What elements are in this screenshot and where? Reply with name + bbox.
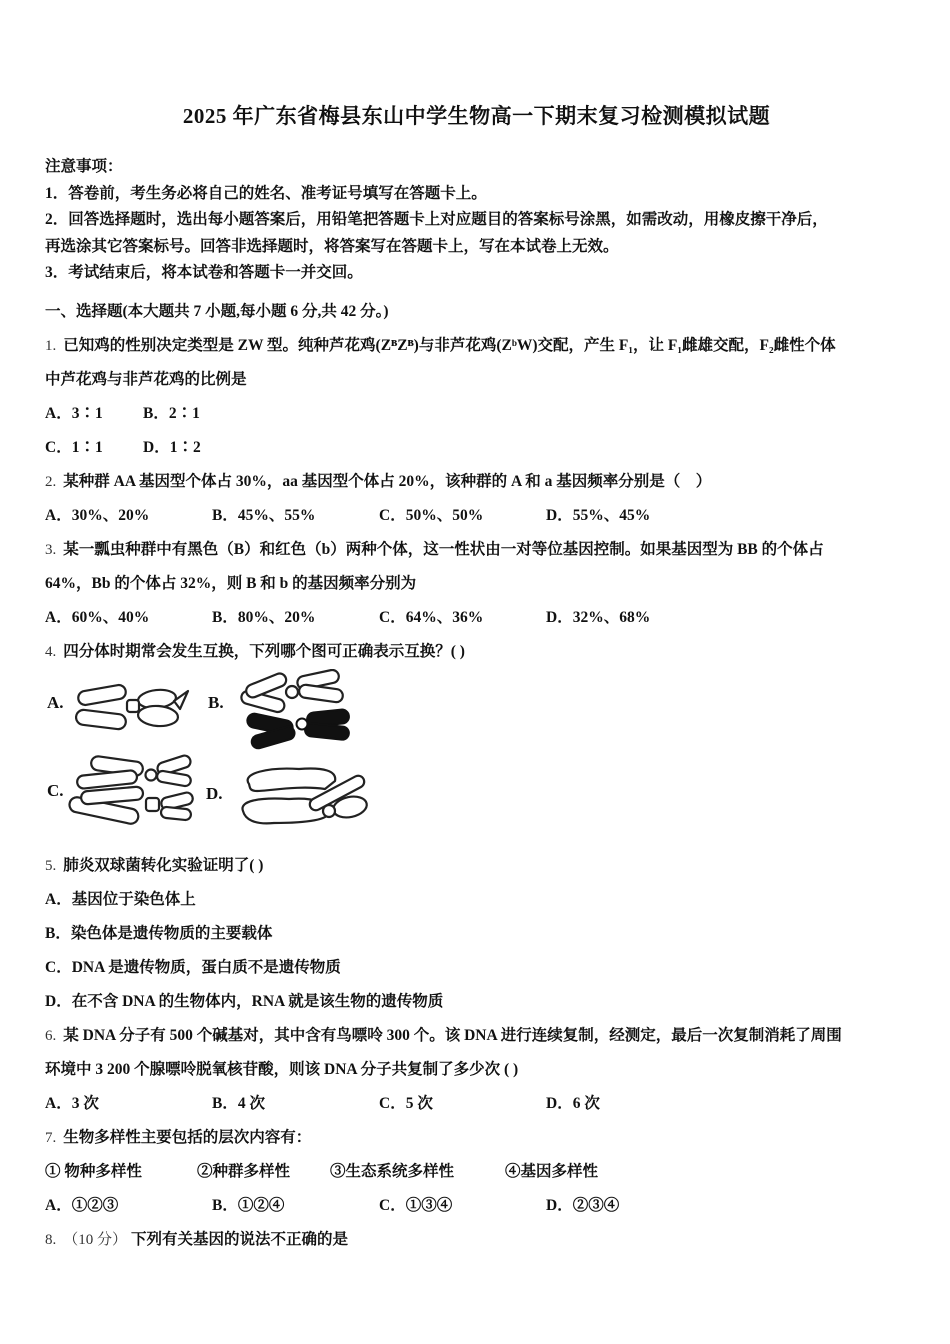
question-7-options xyxy=(45,1189,908,1223)
question-5-option-a: A．基因位于染色体上 xyxy=(45,890,196,908)
sub-item-2: ②种群多样性 xyxy=(197,1162,291,1180)
question-1-options-row-1 xyxy=(45,397,908,431)
chromosome-figure-b xyxy=(231,669,351,754)
sub-item-1: ① 物种多样性 xyxy=(45,1162,142,1180)
notice-item-2-line-1: 2．回答选择题时，选出每小题答案后，用铅笔把答题卡上对应题目的答案标号涂黑，如需改动，用橡皮擦干净后， xyxy=(45,211,828,228)
option-d: D．②③④ xyxy=(546,1196,620,1214)
question-3-number: 3. xyxy=(45,541,57,558)
sub-item-3: ③生态系统多样性 xyxy=(330,1162,455,1180)
question-1-number: 1. xyxy=(45,337,57,354)
option-c: C．50%、50% xyxy=(379,506,484,524)
question-5-number: 5. xyxy=(45,857,57,874)
question-8-stem xyxy=(45,1223,908,1257)
question-8-stem-text: 下列有关基因的说法不正确的是 xyxy=(131,1230,349,1248)
question-5-option-d: D．在不含 DNA 的生物体内，RNA 就是该生物的遗传物质 xyxy=(45,992,444,1010)
question-8-score: （10 分） xyxy=(63,1231,128,1248)
option-a: A．60%、40% xyxy=(45,608,150,626)
question-3-stem-text: 某一瓢虫种群中有黑色（B）和红色（b）两种个体，这一性状由一对等位基因控制。如果基因型为 BB 的个体占 xyxy=(63,540,824,558)
question-8-number: 8. xyxy=(45,1231,57,1248)
option-c: C．64%、36% xyxy=(379,608,484,626)
question-1-options-row-2 xyxy=(45,431,908,465)
notice-heading: 注意事项： xyxy=(45,158,123,175)
option-d: D．1∶2 xyxy=(143,438,201,456)
question-5-stem xyxy=(45,849,908,883)
question-3-stem-line-1 xyxy=(45,533,908,567)
option-b: B．80%、20% xyxy=(212,608,316,626)
question-6-number: 6. xyxy=(45,1027,57,1044)
option-a: A．3∶1 xyxy=(45,404,103,422)
question-5-option-b: B．染色体是遗传物质的主要载体 xyxy=(45,924,273,942)
option-d: D．55%、45% xyxy=(546,506,651,524)
question-4-number: 4. xyxy=(45,643,57,660)
question-5-option-c: C．DNA 是遗传物质，蛋白质不是遗传物质 xyxy=(45,958,341,976)
page-title: 2025 年广东省梅县东山中学生物高一下期末复习检测模拟试题 xyxy=(182,104,771,128)
option-d: D．32%、68% xyxy=(546,608,651,626)
question-7-number: 7. xyxy=(45,1129,57,1146)
chromosome-figure-a xyxy=(75,679,190,741)
question-1-stem-line-1 xyxy=(45,329,908,363)
option-a: A．3 次 xyxy=(45,1094,99,1112)
question-7-sub-items xyxy=(45,1155,908,1189)
question-4-stem xyxy=(45,635,908,669)
notice-section xyxy=(45,154,908,287)
option-b: B．4 次 xyxy=(212,1094,265,1112)
option-c: C．5 次 xyxy=(379,1094,433,1112)
option-c: C．1∶1 xyxy=(45,438,103,456)
question-2-number: 2. xyxy=(45,473,57,490)
question-6-stem-line-1 xyxy=(45,1019,908,1053)
questions-section xyxy=(45,295,908,1257)
sub-item-4: ④基因多样性 xyxy=(505,1162,599,1180)
chromosome-figure-c xyxy=(61,753,196,835)
option-b: B．2∶1 xyxy=(143,404,200,422)
question-2-options xyxy=(45,499,908,533)
question-6-stem-text: 某 DNA 分子有 500 个碱基对，其中含有鸟嘌呤 300 个。该 DNA 进行连续复制，经测定，最后一次复制消耗了周围 xyxy=(63,1026,842,1044)
option-a: A．①②③ xyxy=(45,1196,119,1214)
figure-label-a: A. xyxy=(47,692,64,712)
question-1-stem-text: 已知鸡的性别决定类型是 ZW 型。纯种芦花鸡(ZᴮZᴮ)与非芦花鸡(ZᵇW)交配，产生 F₁，让 F₁雌雄交配，F₂雌性个体 xyxy=(63,336,836,354)
section-heading: 一、选择题(本大题共 7 小题,每小题 6 分,共 42 分。) xyxy=(45,302,389,320)
question-2-stem-text: 某种群 AA 基因型个体占 30%，aa 基因型个体占 20%，该种群的 A 和 a 基因频率分别是（ ） xyxy=(63,472,712,490)
notice-item-3: 3．考试结束后，将本试卷和答题卡一并交回。 xyxy=(45,264,363,281)
notice-item-1: 1．答卷前，考生务必将自己的姓名、准考证号填写在答题卡上。 xyxy=(45,184,487,202)
question-6-stem-line-2: 环境中 3 200 个腺嘌呤脱氧核苷酸，则该 DNA 分子共复制了多少次 ( ) xyxy=(45,1060,519,1078)
option-b: B．45%、55% xyxy=(212,506,316,524)
option-b: B．①②④ xyxy=(212,1196,285,1214)
figure-label-d: D. xyxy=(206,783,223,803)
question-7-stem xyxy=(45,1121,908,1155)
question-7-stem-text: 生物多样性主要包括的层次内容有： xyxy=(63,1128,312,1146)
chromosome-figure-d xyxy=(229,759,371,831)
question-4-stem-text: 四分体时期常会发生互换，下列哪个图可正确表示互换？( ) xyxy=(63,642,465,660)
figure-label-c: C. xyxy=(47,780,64,800)
question-5-stem-text: 肺炎双球菌转化实验证明了( ) xyxy=(63,856,264,874)
figure-label-b: B. xyxy=(208,692,224,712)
option-a: A．30%、20% xyxy=(45,506,150,524)
question-2-stem xyxy=(45,465,908,499)
question-3-options xyxy=(45,601,908,635)
question-3-stem-line-2: 64%，Bb 的个体占 32%，则 B 和 b 的基因频率分别为 xyxy=(45,574,417,592)
option-c: C．①③④ xyxy=(379,1196,453,1214)
question-6-options xyxy=(45,1087,908,1121)
question-1-stem-line-2: 中芦花鸡与非芦花鸡的比例是 xyxy=(45,370,247,388)
question-4-figures xyxy=(45,669,908,849)
notice-item-2-line-2: 再选涂其它答案标号。回答非选择题时，将答案写在答题卡上，写在本试卷上无效。 xyxy=(45,237,619,255)
option-d: D．6 次 xyxy=(546,1094,600,1112)
